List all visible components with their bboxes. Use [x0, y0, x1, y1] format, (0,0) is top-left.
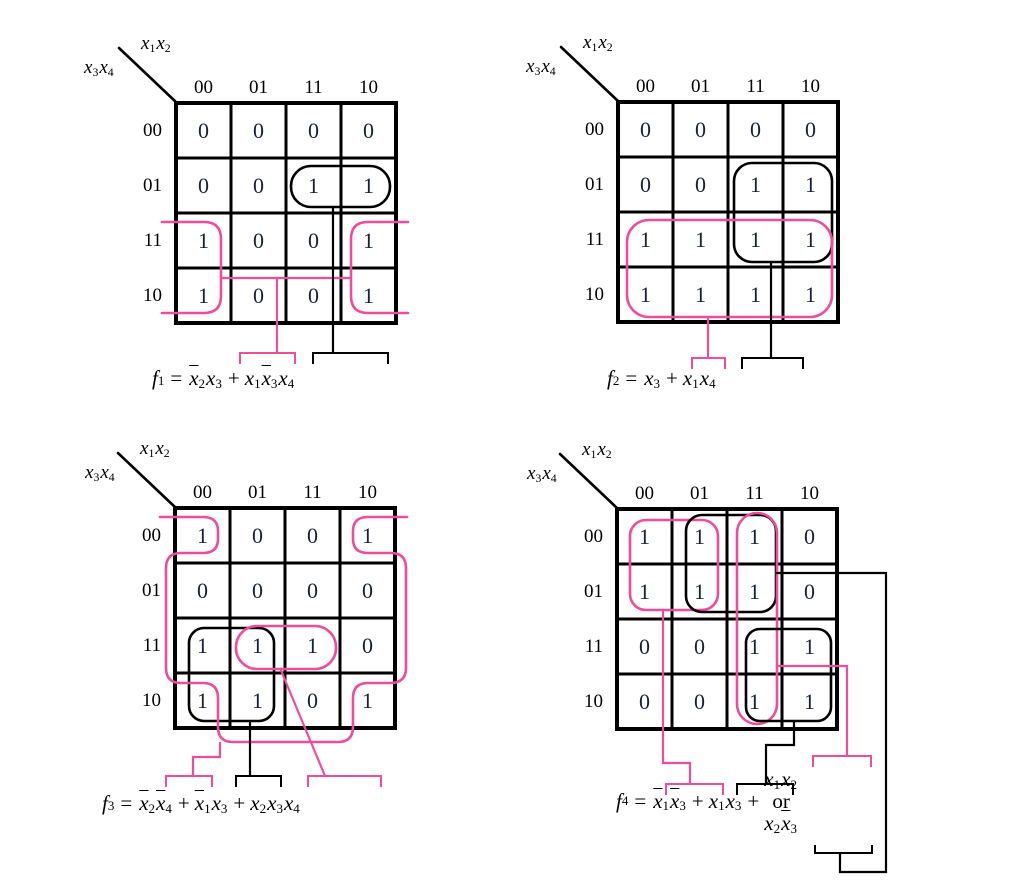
- variable: $\overline{x}$: [194, 791, 205, 815]
- kmap-cell-value: 1: [640, 226, 651, 252]
- subscript: 2: [164, 41, 171, 55]
- kmap1-column-labels: [176, 76, 396, 100]
- subscript: 4: [549, 64, 556, 78]
- variable: x: [527, 463, 536, 484]
- variable: x: [155, 438, 164, 459]
- kmap-cell-value: 1: [749, 578, 760, 604]
- kmap-cell-value: 0: [252, 522, 263, 548]
- col-label: 10: [358, 482, 377, 503]
- col-label: 11: [746, 76, 765, 97]
- variable: $\overline{x}$: [261, 366, 271, 390]
- variable: x: [278, 366, 288, 390]
- kmap-cell-value: 1: [804, 633, 815, 659]
- kmap-cell-value: 0: [362, 632, 373, 658]
- kmap2-axis-label-row-vars: [526, 56, 557, 78]
- product-term: [250, 791, 301, 816]
- subscript: 3: [534, 64, 541, 78]
- col-label: 01: [691, 76, 710, 97]
- equals-sign: =: [625, 366, 638, 390]
- variable: x: [244, 366, 255, 390]
- variable: x: [781, 767, 791, 791]
- function-name: f: [102, 791, 108, 815]
- kmap3-cells: [175, 508, 395, 728]
- row-label: 01: [585, 174, 604, 195]
- kmap-cell-value: 1: [197, 687, 208, 713]
- product-term: [653, 789, 687, 814]
- variable: x: [156, 33, 165, 54]
- function-name: f: [152, 366, 158, 390]
- kmap-cell-value: 0: [804, 523, 815, 549]
- variable: $\overline{x}$: [670, 788, 680, 813]
- variable: x: [644, 366, 654, 390]
- subscript: 1: [692, 375, 699, 391]
- product-term: [195, 791, 229, 816]
- kmap-cell-value: 1: [805, 171, 816, 197]
- subscript: 1: [590, 447, 597, 461]
- variable: x: [764, 811, 774, 835]
- kmap-cell-value: 1: [749, 523, 760, 549]
- product-term: [139, 791, 173, 816]
- subscript: 4: [107, 65, 114, 79]
- kmap-cell-value: 0: [640, 116, 651, 142]
- col-label: 10: [359, 77, 378, 98]
- kmap1-axis-label-col-vars: [141, 33, 172, 55]
- kmap-cell-value: 0: [363, 117, 374, 143]
- kmap-cell-value: 0: [197, 577, 208, 603]
- subscript: 1: [149, 41, 156, 55]
- kmap-cell-value: 1: [750, 226, 761, 252]
- variable: x: [250, 791, 260, 815]
- subscript: 2: [198, 375, 206, 391]
- kmap-cell-value: 1: [805, 281, 816, 307]
- kmap-cell-value: 1: [252, 632, 263, 658]
- kmap-cell-value: 0: [308, 227, 319, 253]
- subscript: 2: [148, 800, 156, 816]
- subscript: 1: [662, 798, 670, 814]
- kmap2-column-labels: [618, 75, 838, 99]
- kmap4-axis-label-row-vars: [527, 463, 558, 485]
- kmap-cell-value: 1: [362, 687, 373, 713]
- variable: $\overline{x}$: [139, 791, 149, 815]
- term-x2nx3: [764, 812, 798, 834]
- product-term: [644, 366, 661, 391]
- kmap-cell-value: 0: [198, 117, 209, 143]
- formula-f1: f 1 = $\overline{x}_2x_3$ + $x_1\overline{x}_3x_4$: [152, 366, 295, 391]
- variable: x: [582, 439, 591, 460]
- col-label: 00: [193, 482, 212, 503]
- variable: $\overline{x}$: [653, 788, 663, 813]
- col-label: 10: [800, 483, 819, 504]
- kmap-cell-value: 0: [695, 171, 706, 197]
- kmap-cell-value: 0: [252, 577, 263, 603]
- kmap-cell-value: 0: [639, 688, 650, 714]
- kmap4-column-labels: [617, 482, 837, 506]
- col-label: 01: [249, 77, 268, 98]
- col-label: 01: [690, 483, 709, 504]
- kmap-cell-value: 0: [639, 633, 650, 659]
- variable: x: [764, 767, 774, 791]
- product-term: [189, 366, 223, 391]
- kmap-cell-value: 0: [253, 172, 264, 198]
- kmap-cell-value: 0: [804, 578, 815, 604]
- plus-sign: +: [666, 366, 678, 390]
- variable: x: [85, 462, 94, 483]
- variable: x: [206, 366, 216, 390]
- plus-sign: +: [177, 791, 190, 815]
- kmap-cell-value: 1: [639, 578, 650, 604]
- kmap3-axis-label-row-vars: [85, 462, 116, 484]
- kmap-cell-value: 1: [750, 171, 761, 197]
- kmap-cell-value: 0: [253, 282, 264, 308]
- variable: x: [526, 56, 535, 77]
- kmap-cell-value: 1: [695, 281, 706, 307]
- subscript: 4: [108, 470, 115, 484]
- row-label: 10: [584, 691, 603, 712]
- col-label: 11: [304, 77, 323, 98]
- variable: x: [583, 32, 592, 53]
- kmap4-axis-label-col-vars: [582, 439, 613, 461]
- term-x1x2: [764, 768, 798, 790]
- row-label: 11: [142, 635, 161, 656]
- variable: x: [541, 56, 550, 77]
- row-label: 01: [584, 581, 603, 602]
- variable: x: [725, 788, 735, 813]
- kmap-cell-value: 0: [694, 688, 705, 714]
- kmap-cell-value: 1: [197, 632, 208, 658]
- kmap-cell-value: 1: [694, 578, 705, 604]
- kmap-cell-value: 0: [750, 116, 761, 142]
- kmap-cell-value: 0: [694, 633, 705, 659]
- row-label: 01: [143, 175, 162, 196]
- subscript: 2: [605, 447, 612, 461]
- subscript: 2: [606, 40, 613, 54]
- kmap2-cells: [618, 102, 838, 322]
- subscript: 2: [163, 446, 170, 460]
- function-name: f: [607, 366, 613, 390]
- kmap-cell-value: 0: [308, 117, 319, 143]
- kmap-cell-value: 0: [640, 171, 651, 197]
- subscript: 3: [790, 820, 797, 836]
- variable: x: [708, 788, 719, 813]
- kmap-cell-value: 1: [362, 522, 373, 548]
- kmap-cell-value: 1: [308, 172, 319, 198]
- kmap2-axis-diagonal: [561, 47, 619, 102]
- variable: x: [597, 439, 606, 460]
- kmap-cell-value: 1: [695, 226, 706, 252]
- subscript: 1: [254, 375, 261, 391]
- subscript: 1: [591, 40, 598, 54]
- kmap4-row-labels: [555, 509, 603, 729]
- kmap2-axis-label-col-vars: [583, 32, 614, 54]
- equals-sign: =: [120, 791, 133, 815]
- product-term: [683, 366, 717, 391]
- kmap4-black-bracket-x2nx3: [815, 845, 872, 853]
- plus-sign: +: [233, 791, 246, 815]
- kmap-cell-value: 1: [750, 281, 761, 307]
- variable: x: [682, 366, 693, 390]
- kmap-cell-value: 0: [253, 227, 264, 253]
- variable: $\overline{x}$: [781, 811, 791, 835]
- kmap1-black-bracket: [313, 353, 388, 364]
- subscript: 1: [718, 798, 725, 814]
- subscript: 3: [734, 798, 742, 814]
- kmap-cell-value: 1: [252, 687, 263, 713]
- kmap-cell-value: 1: [198, 227, 209, 253]
- kmap-cell-value: 1: [639, 523, 650, 549]
- variable: x: [699, 366, 710, 390]
- kmap3-column-labels: [175, 481, 395, 505]
- kmap-cell-value: 0: [307, 687, 318, 713]
- variable: x: [283, 791, 294, 815]
- kmap2-black-bracket: [742, 358, 803, 369]
- row-label: 10: [143, 285, 162, 306]
- kmap3-pink-bracket-corners: [166, 776, 212, 787]
- row-label: 00: [584, 526, 603, 547]
- row-label: 11: [143, 230, 162, 251]
- kmap-cell-value: 1: [198, 282, 209, 308]
- kmap-cell-value: 0: [307, 577, 318, 603]
- equals-sign: =: [634, 788, 647, 813]
- subscript: 4: [550, 471, 557, 485]
- kmap-cell-value: 1: [749, 633, 760, 659]
- kmap4-pink-bracket-x1x2: [813, 756, 871, 767]
- kmap2-row-labels: [556, 102, 604, 322]
- kmap1-axis-diagonal: [119, 48, 177, 103]
- subscript: 4: [165, 800, 172, 816]
- col-label: 11: [745, 483, 764, 504]
- kmap-cell-value: 1: [363, 172, 374, 198]
- row-label: 01: [142, 580, 161, 601]
- formula-f3: f 3 = $\overline{x}_2\overline{x}_4$ + $\overline{x}_1x_3$ + $x_2x_3x_4$: [102, 791, 300, 816]
- variable: x: [99, 57, 108, 78]
- kmap-cell-value: 1: [804, 688, 815, 714]
- kmap4-cells: [617, 509, 837, 729]
- col-label: 00: [194, 77, 213, 98]
- col-label: 01: [248, 482, 267, 503]
- subscript: 2: [259, 800, 267, 816]
- subscript: 3: [653, 375, 661, 391]
- subscript: 4: [709, 375, 716, 391]
- plus-sign: +: [227, 366, 240, 390]
- row-label: 10: [142, 690, 161, 711]
- kmap3-row-labels: [113, 508, 161, 728]
- kmap-cell-value: 1: [749, 688, 760, 714]
- kmap-cell-value: 1: [307, 632, 318, 658]
- subscript: 3: [535, 471, 542, 485]
- variable: $\overline{x}$: [189, 366, 199, 390]
- variable: $\overline{x}$: [156, 791, 166, 815]
- row-label: 00: [585, 119, 604, 140]
- kmap-cell-value: 1: [197, 522, 208, 548]
- kmap-cell-value: 1: [694, 523, 705, 549]
- kmap-cell-value: 1: [805, 226, 816, 252]
- kmap-cell-value: 0: [805, 116, 816, 142]
- kmap-cell-value: 0: [307, 522, 318, 548]
- plus-sign: +: [747, 788, 760, 813]
- subscript: 3: [93, 470, 100, 484]
- kmap-cell-value: 0: [198, 172, 209, 198]
- subscript: 3: [276, 800, 283, 816]
- variable: x: [100, 462, 109, 483]
- or-word: or: [772, 789, 790, 813]
- subscript: 1: [204, 800, 211, 816]
- row-label: 00: [143, 120, 162, 141]
- kmap-cell-value: 1: [640, 281, 651, 307]
- kmap-cell-value: 0: [308, 282, 319, 308]
- kmap1-row-labels: [114, 103, 162, 323]
- subscript: 3: [270, 375, 278, 391]
- plus-sign: +: [691, 788, 704, 813]
- kmap3-axis-label-col-vars: [140, 438, 171, 460]
- kmap3-black-bracket: [236, 776, 281, 787]
- equals-sign: =: [170, 366, 183, 390]
- variable: x: [267, 791, 277, 815]
- subscript: 1: [773, 776, 781, 792]
- formula-f2: f 2 = $x_3$ + $x_1x_4$: [607, 366, 716, 391]
- product-term: [245, 366, 296, 391]
- kmap-cell-value: 0: [695, 116, 706, 142]
- kmap3-pink-connector-corners: [193, 742, 220, 776]
- kmap1-cells: [176, 103, 396, 323]
- function-name: f: [616, 788, 622, 813]
- variable: x: [141, 33, 150, 54]
- kmap3-axis-diagonal: [118, 453, 176, 508]
- subscript: 3: [679, 798, 686, 814]
- formula-f4: f 4 = $\overline{x}_1\overline{x}_3$ + $x_1x_3$ + $x_1x_2$ or $x_2\overline{x}_3$: [616, 767, 797, 836]
- variable: x: [211, 791, 221, 815]
- variable: x: [84, 57, 93, 78]
- col-label: 00: [636, 76, 655, 97]
- col-label: 00: [635, 483, 654, 504]
- kmap1-axis-label-row-vars: [84, 57, 115, 79]
- kmap-cell-value: 1: [363, 282, 374, 308]
- kmap-cell-value: 0: [362, 577, 373, 603]
- subscript: 4: [287, 375, 295, 391]
- variable: x: [140, 438, 149, 459]
- subscript: 4: [293, 800, 300, 816]
- subscript: 2: [773, 820, 781, 836]
- kmap-cell-value: 0: [253, 117, 264, 143]
- subscript: 1: [148, 446, 155, 460]
- kmap3-pink-bracket-x2x3x4: [308, 776, 381, 787]
- subscript: 3: [92, 65, 99, 79]
- variable: x: [598, 32, 607, 53]
- kmap-cell-value: 1: [363, 227, 374, 253]
- row-label: 10: [585, 284, 604, 305]
- col-label: 11: [303, 482, 322, 503]
- kmap1-pink-bracket: [240, 353, 295, 364]
- row-label: 11: [585, 229, 604, 250]
- row-label: 11: [584, 636, 603, 657]
- subscript: 3: [215, 375, 222, 391]
- subscript: 3: [220, 800, 228, 816]
- alternative-terms-stack: [764, 768, 798, 834]
- product-term: [709, 789, 743, 814]
- col-label: 10: [801, 76, 820, 97]
- kmap4-axis-diagonal: [560, 454, 618, 509]
- variable: x: [542, 463, 551, 484]
- subscript: 2: [790, 776, 797, 792]
- row-label: 00: [142, 525, 161, 546]
